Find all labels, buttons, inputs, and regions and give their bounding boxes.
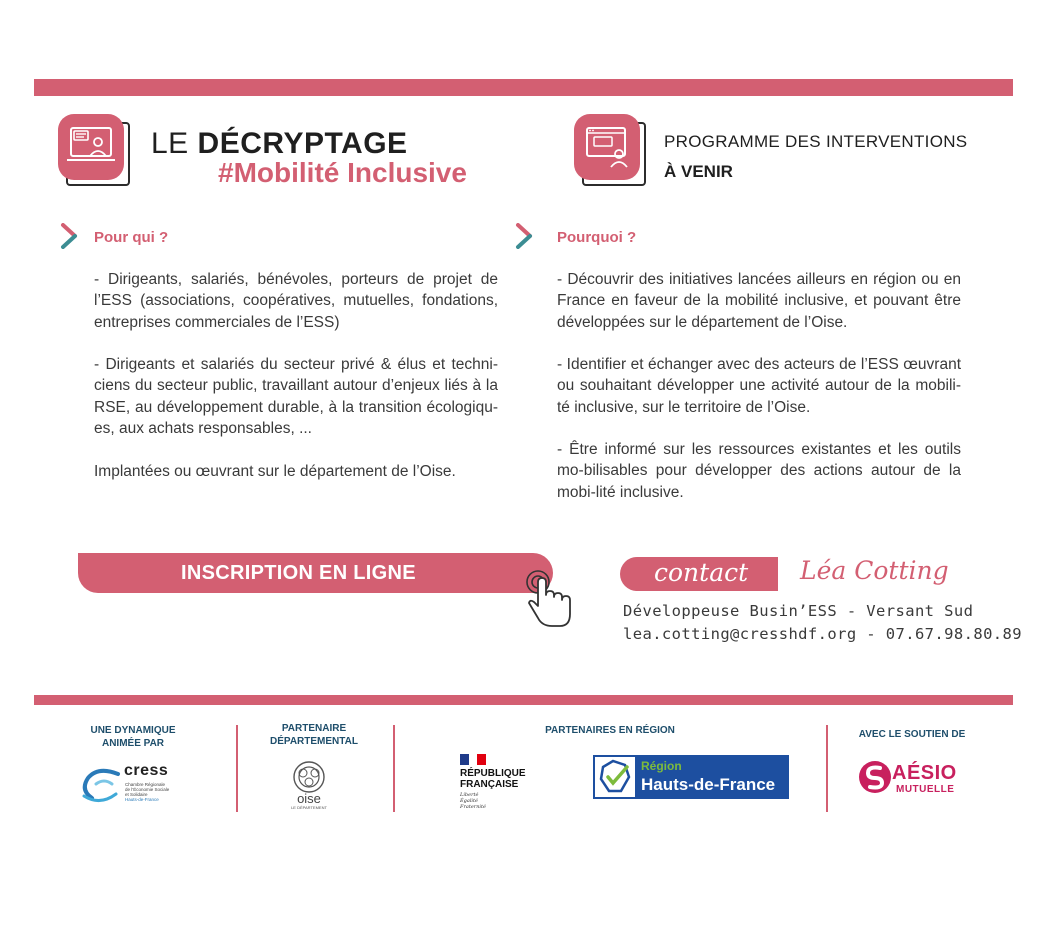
region-name: Hauts-de-France: [641, 775, 776, 794]
contact-role: Développeuse Busin’ESS - Versant Sud: [623, 602, 974, 620]
aesio-name: AÉSIO: [892, 762, 957, 784]
region-label: Région: [641, 759, 682, 773]
paragraph: - Dirigeants et salariés du secteur privé & élus et techni-ciens du secteur public, travaillant autour d’enjeux liés à la RSE, au développement durable, à la transition écologiqu-es, aux achats responsables, ...: [94, 356, 498, 437]
french-flag-icon: [460, 754, 486, 765]
aesio-logo: [858, 760, 968, 796]
republique-francaise-logo: RÉPUBLIQUE FRANÇAISE Liberté Égalité Fraternité: [458, 754, 538, 816]
aesio-subtitle: MUTUELLE: [896, 784, 955, 795]
footer-label-region: PARTENAIRES EN RÉGION: [545, 725, 675, 736]
paragraph: - Être informé sur les ressources existantes et les outils mo-bilisables pour développer des actions autour de la mobi-lité inclusive.: [557, 441, 961, 501]
page-title: LE DÉCRYPTAGE: [151, 127, 408, 160]
oise-subtitle: LE DÉPARTEMENT: [291, 805, 327, 810]
footer-separator: [393, 725, 395, 812]
oise-emblem-icon: [289, 760, 329, 794]
region-map-icon: [595, 757, 635, 797]
section-heading-pourquoi: Pourquoi ?: [557, 229, 637, 246]
cress-logo: [78, 762, 198, 810]
paragraph: - Identifier et échanger avec des acteurs de l’ESS œuvrant ou souhaitant développer une activité autour de la mobili-té inclusive, sur le territoire de l’Oise.: [557, 356, 961, 416]
bottom-band: [34, 695, 1013, 705]
footer-label-dynamique: UNE DYNAMIQUE ANIMÉE PAR: [90, 725, 176, 749]
decryptage-icon: [58, 114, 124, 180]
paragraph: - Découvrir des initiatives lancées ailleurs en région ou en France en faveur de la mobilité inclusive, et pouvant être développées sur le département de l’Oise.: [557, 271, 961, 331]
chevron-right-icon: [515, 223, 535, 249]
programme-subtitle: À VENIR: [664, 162, 733, 181]
cress-swirl-icon: [78, 766, 122, 806]
inscription-button-label: INSCRIPTION EN LIGNE: [181, 562, 416, 584]
section-heading-pour-qui: Pour qui ?: [94, 229, 169, 246]
programme-icon: [574, 114, 640, 180]
paragraph: - Dirigeants, salariés, bénévoles, porteurs de projet de l’ESS (associations, coopératives, mutuelles, fondations, entreprises commerciales de l’ESS): [94, 271, 498, 331]
aesio-mark-icon: [858, 760, 892, 794]
contact-name: Léa Cotting: [800, 556, 949, 585]
programme-title: PROGRAMME DES INTERVENTIONS: [664, 132, 968, 151]
footer-separator: [236, 725, 238, 812]
cress-subtitle: Chambre Régionale de l’Économie Sociale et Solidaire Hauts-de-France: [125, 782, 170, 802]
oise-logo: [286, 760, 332, 812]
cress-name: cress: [124, 762, 169, 779]
top-band: [34, 79, 1013, 96]
hand-pointer-icon: [524, 568, 576, 632]
inscription-button[interactable]: [78, 553, 553, 593]
footer-separator: [826, 725, 828, 812]
hashtag-subtitle: #Mobilité Inclusive: [218, 157, 467, 188]
paragraph: Implantées ou œuvrant sur le département de l’Oise.: [94, 463, 456, 480]
contact-badge: contact: [620, 557, 778, 591]
footer-label-soutien: AVEC LE SOUTIEN DE: [858, 729, 966, 740]
oise-name: oise: [297, 791, 321, 806]
region-hauts-de-france-logo: [593, 755, 789, 799]
contact-details[interactable]: lea.cotting@cresshdf.org - 07.67.98.80.89: [623, 625, 1023, 643]
chevron-right-icon: [60, 223, 80, 249]
footer-label-partenaire: PARTENAIRE DÉPARTEMENTAL: [270, 723, 358, 747]
